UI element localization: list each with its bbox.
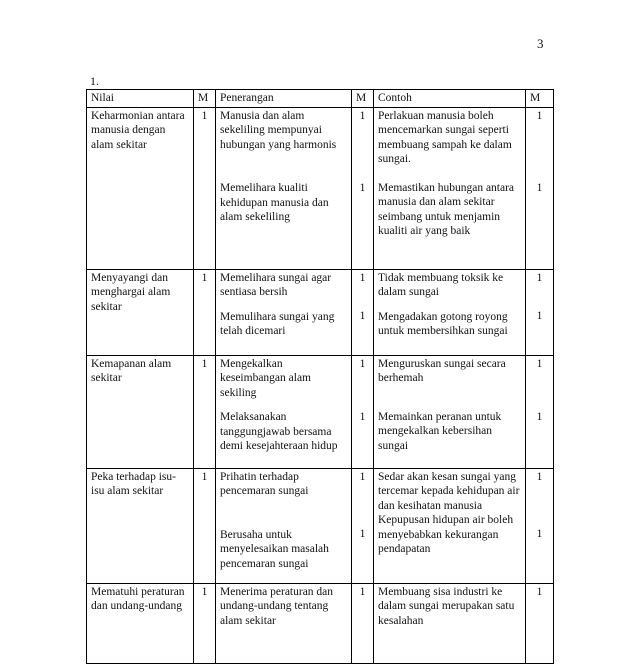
- mark-cell: [526, 468, 554, 583]
- mark-value: 1: [359, 310, 366, 322]
- question-number: 1.: [90, 74, 99, 88]
- mark-value: 1: [359, 528, 366, 540]
- contoh-cell: [374, 107, 526, 269]
- table-header-row: [87, 90, 554, 108]
- contoh-text: Perlakuan manusia boleh mencemarkan sungai seperti membuang sampah ke dalam sungai.: [378, 109, 512, 165]
- mark-cell: [352, 107, 374, 269]
- nilai-cell: Mematuhi peraturan dan undang-undang: [87, 583, 194, 663]
- penerangan-cell: [216, 583, 352, 663]
- mark-value: 1: [359, 585, 366, 598]
- mark-value: 1: [536, 470, 543, 483]
- table-row: [87, 269, 554, 355]
- penerangan-text: Memelihara kualiti kehidupan manusia dan alam sekeliling: [220, 182, 329, 223]
- header-mark: M: [526, 90, 554, 108]
- penerangan-cell: [216, 107, 352, 269]
- penerangan-cell: [216, 269, 352, 355]
- contoh-text: Kepupusan hidupan air boleh menyebabkan kekurangan pendapatan: [378, 514, 514, 555]
- penerangan-text: Prihatin terhadap pencemaran sungai: [220, 470, 309, 497]
- penerangan-text: Memelihara sungai agar sentiasa bersih: [220, 271, 332, 298]
- penerangan-cell: [216, 355, 352, 468]
- mark-cell: [526, 269, 554, 355]
- mark-cell: 1: [194, 468, 216, 583]
- contoh-text: Menguruskan sungai secara berhemah: [378, 357, 506, 384]
- contoh-text: Tidak membuang toksik ke dalam sungai: [378, 271, 504, 298]
- contoh-text: Membuang sisa industri ke dalam sungai merupakan satu kesalahan: [378, 585, 515, 627]
- nilai-cell: Menyayangi dan menghargai alam sekitar: [87, 269, 194, 355]
- contoh-text: Sedar akan kesan sungai yang tercemar kepada kehidupan air dan kesihatan manusia: [378, 470, 520, 512]
- penerangan-text: Manusia dan alam sekeliling mempunyai hubungan yang harmonis: [220, 109, 337, 151]
- mark-cell: [526, 583, 554, 663]
- mark-value: 1: [536, 585, 543, 598]
- mark-cell: [352, 269, 374, 355]
- header-contoh: Contoh: [374, 90, 526, 108]
- header-mark: M: [352, 90, 374, 108]
- mark-value: 1: [536, 528, 543, 540]
- answer-scheme-table: [86, 89, 554, 664]
- penerangan-text: Mengekalkan keseimbangan alam sekiling: [220, 357, 312, 399]
- contoh-text: Memastikan hubungan antara manusia dan alam sekitar seimbang untuk menjamin kualiti air yang baik: [378, 181, 515, 237]
- mark-value: 1: [536, 271, 543, 284]
- header-nilai: Nilai: [87, 90, 194, 108]
- mark-value: 1: [359, 357, 366, 370]
- mark-value: 1: [536, 411, 543, 423]
- mark-cell: 1: [194, 583, 216, 663]
- mark-cell: 1: [194, 355, 216, 468]
- contoh-text: Mengadakan gotong royong untuk membersihkan sungai: [378, 310, 508, 337]
- mark-cell: [352, 355, 374, 468]
- nilai-cell: Peka terhadap isu-isu alam sekitar: [87, 468, 194, 583]
- table-row: [87, 468, 554, 583]
- mark-value: 1: [536, 357, 543, 370]
- mark-cell: [526, 107, 554, 269]
- penerangan-text: Berusaha untuk menyelesaikan masalah pencemaran sungai: [220, 528, 329, 570]
- header-mark: M: [194, 90, 216, 108]
- mark-value: 1: [359, 411, 366, 423]
- mark-value: 1: [359, 271, 366, 284]
- mark-cell: 1: [194, 107, 216, 269]
- penerangan-text: Menerima peraturan dan undang-undang tentang alam sekitar: [220, 585, 334, 627]
- contoh-cell: [374, 355, 526, 468]
- table-row: [87, 355, 554, 468]
- mark-cell: 1: [194, 269, 216, 355]
- penerangan-text: Melaksanakan tanggungjawab bersama demi kesejahteraan hidup: [220, 411, 338, 452]
- nilai-cell: Keharmonian antara manusia dengan alam sekitar: [87, 107, 194, 269]
- nilai-cell: Kemapanan alam sekitar: [87, 355, 194, 468]
- page-number: 3: [537, 36, 544, 51]
- mark-value: 1: [359, 470, 366, 483]
- contoh-cell: [374, 468, 526, 583]
- mark-cell: [526, 355, 554, 468]
- contoh-text: Memainkan peranan untuk mengekalkan kebersihan sungai: [378, 410, 502, 452]
- mark-value: 1: [536, 310, 543, 322]
- table-row: [87, 107, 554, 269]
- contoh-cell: [374, 269, 526, 355]
- table-row: [87, 583, 554, 663]
- contoh-cell: [374, 583, 526, 663]
- mark-cell: [352, 583, 374, 663]
- header-penerangan: Penerangan: [216, 90, 352, 108]
- mark-value: 1: [536, 182, 543, 194]
- mark-value: 1: [359, 182, 366, 194]
- mark-value: 1: [536, 109, 543, 122]
- mark-value: 1: [359, 109, 366, 122]
- penerangan-cell: [216, 468, 352, 583]
- mark-cell: [352, 468, 374, 583]
- penerangan-text: Memulihara sungai yang telah dicemari: [220, 310, 335, 337]
